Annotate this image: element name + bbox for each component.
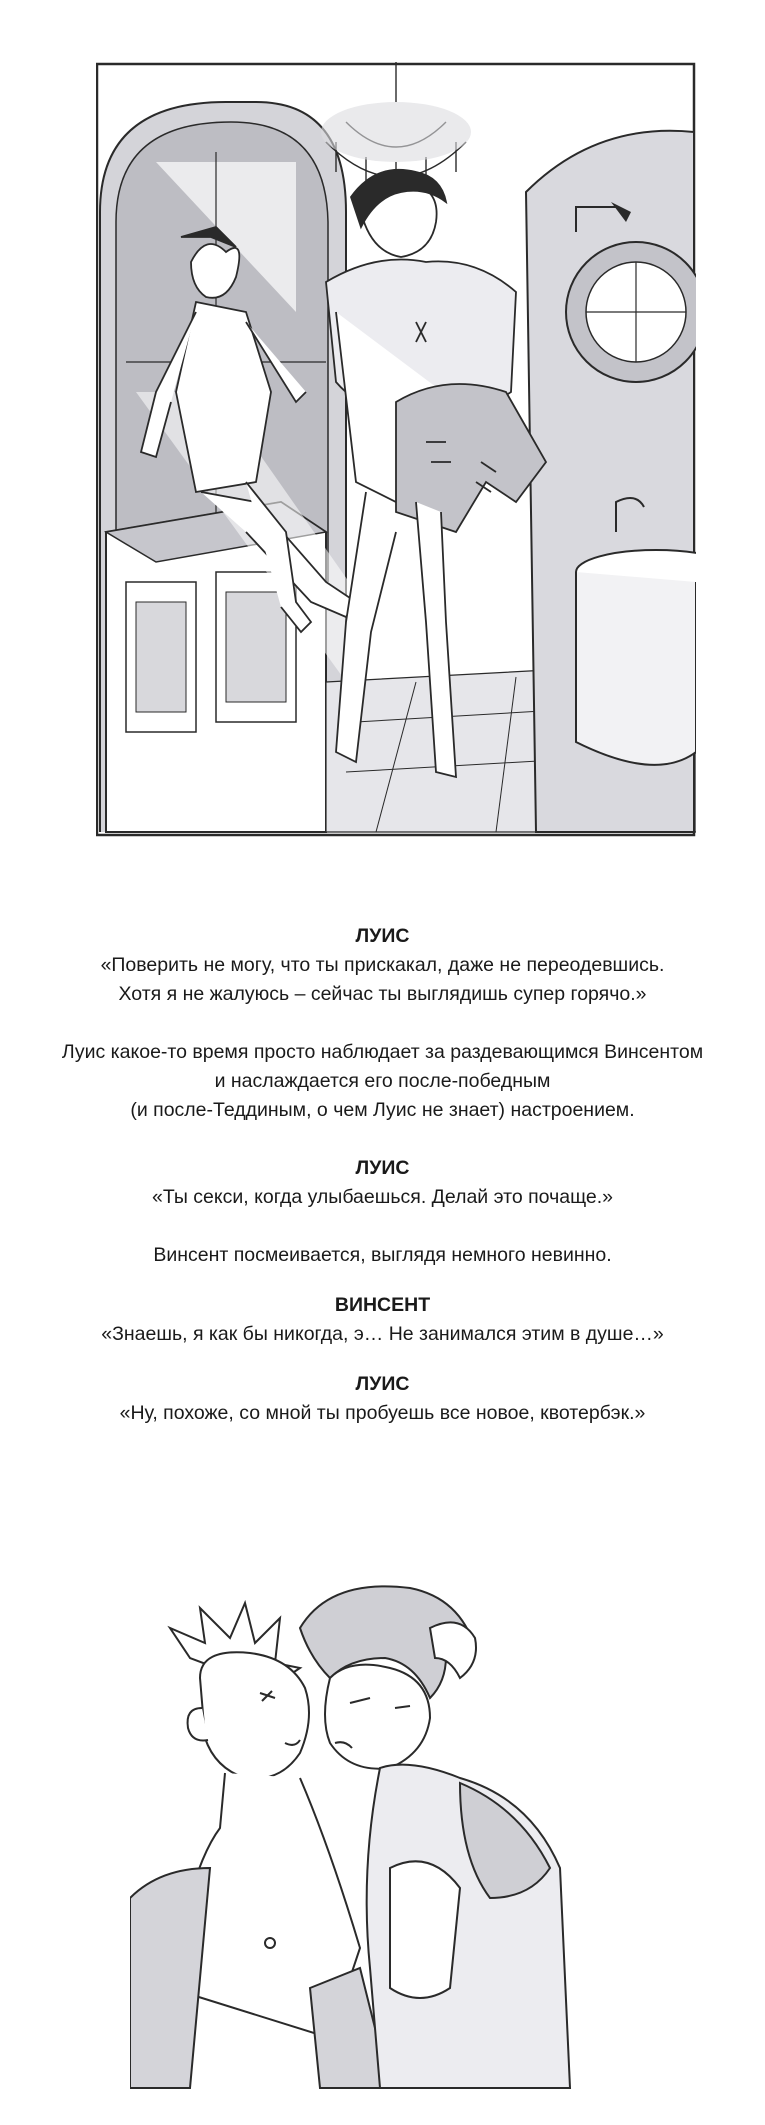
dialogue-line: Хотя я не жалуюсь – сейчас ты выглядишь супер горячо.» (118, 983, 647, 1005)
narration-line: Луис какое-то время просто наблюдает за раздевающимся Винсентом (61, 1041, 704, 1063)
bathroom-scene-illustration (96, 62, 696, 838)
speaker-name: ЛУИС (355, 1157, 410, 1179)
script-text (0, 922, 765, 1428)
dialogue-line: «Ты секси, когда улыбаешься. Делай это почаще.» (151, 1186, 614, 1208)
speaker-name: ЛУИС (355, 1373, 410, 1395)
kiss-scene-illustration (130, 1568, 650, 2098)
dialogue-line: «Знаешь, я как бы никогда, э… Не занимался этим в душе…» (101, 1323, 664, 1345)
dialogue-line: «Ну, похоже, со мной ты пробуешь все новое, квотербэк.» (119, 1402, 646, 1424)
narration-line: (и после-Теддиным, о чем Луис не знает) настроением. (130, 1099, 635, 1121)
narration-line: Винсент посмеивается, выглядя немного невинно. (153, 1244, 612, 1266)
narration-line: и наслаждается его после-победным (214, 1070, 551, 1092)
speaker-name: ЛУИС (355, 925, 410, 947)
dialogue-line: «Поверить не могу, что ты прискакал, даже не переодевшись. (100, 954, 665, 976)
speaker-name: ВИНСЕНТ (334, 1294, 431, 1316)
